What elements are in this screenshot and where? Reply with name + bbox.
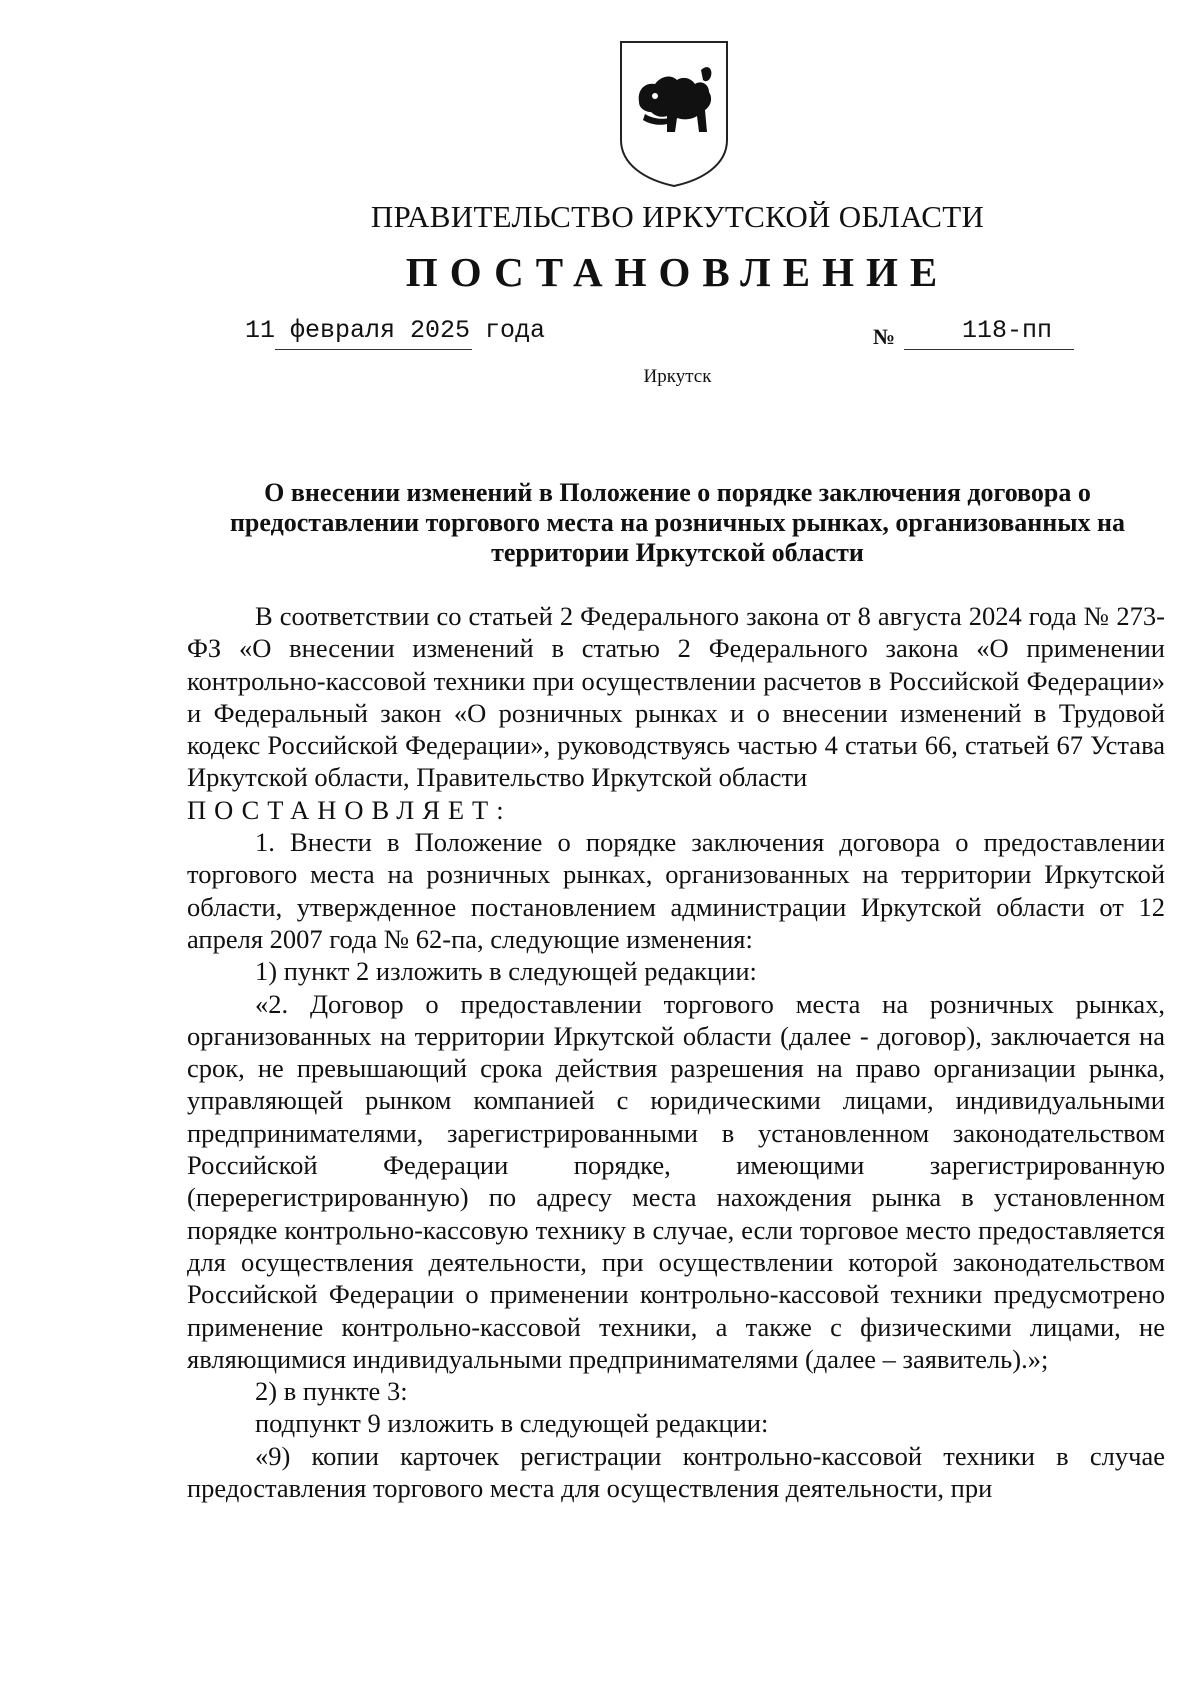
quote-subpoint-9-paragraph: «9) копии карточек регистрации контрольно-кассовой техники в случае предоставления торгового места для осуществления деятельности, при — [187, 1440, 1165, 1504]
government-name: ПРАВИТЕЛЬСТВО ИРКУТСКОЙ ОБЛАСТИ — [370, 199, 985, 234]
resolves-heading: ПОСТАНОВЛЯЕТ: — [187, 794, 512, 825]
subitem-1-paragraph: 1) пункт 2 изложить в следующей редакции: — [255, 956, 757, 987]
document-body — [187, 600, 1165, 1504]
document-type: ПОСТАНОВЛЕНИЕ — [405, 249, 950, 295]
subitem-2-paragraph: 2) в пункте 3: — [255, 1376, 408, 1407]
coat-of-arms-emblem — [617, 40, 731, 188]
quote-point-2-paragraph: «2. Договор о предоставлении торгового места на розничных рынках, организованных на территории Иркутской области (далее - договор), заключается на срок, не превышающий срока действия разрешения на право организации рынка, управляющей рынком компанией с юридическими лицами, индивидуальными предпринимателями, зарегистрированными в установленном законодательством Российской Федерации порядке, имеющими зарегистрированную (перерегистрированную) по адресу места нахождения рынка в установленном порядке контрольно-кассовую технику в случае, если торговое место предоставляется для осуществления деятельности, при осуществлении которой законодательством Российской Федерации о применении контрольно-кассовой техники предусмотрено применение контрольно-кассовой техники, а также с физическими лицами, не являющимися индивидуальными предпринимателями (далее – заявитель).»; — [187, 988, 1165, 1374]
document-number: 118-пп — [962, 316, 1053, 345]
preamble-paragraph: В соответствии со статьей 2 Федерального закона от 8 августа 2024 года № 273-ФЗ «О внесении изменений в статью 2 Федерального закона «О применении контрольно-кассовой техники при осуществлении расчетов в Российской Федерации» и Федеральный закон «О розничных рынках и о внесении изменений в Трудовой кодекс Российской Федерации», руководствуясь частью 4 статьи 66, статьей 67 Устава Иркутской области, Правительство Иркутской области — [187, 601, 1165, 793]
number-underline — [904, 349, 1074, 350]
document-date: 11 февраля 2025 года — [245, 316, 546, 345]
subitem-2a-paragraph: подпункт 9 изложить в следующей редакции: — [255, 1408, 769, 1439]
item-1-paragraph: 1. Внести в Положение о порядке заключения договора о предоставлении торгового места на розничных рынках, организованных на территории Иркутской области, утвержденное постановлением администрации Иркутской области от 12 апреля 2007 года № 62-па, следующие изменения: — [187, 827, 1165, 954]
city: Иркутск — [643, 366, 712, 387]
date-underline — [275, 349, 472, 350]
document-title: О внесении изменений в Положение о порядке заключения договора о предоставлении торгового места на розничных рынках, организованных на территории Иркутской области — [229, 478, 1126, 567]
number-sign: № — [873, 324, 896, 349]
